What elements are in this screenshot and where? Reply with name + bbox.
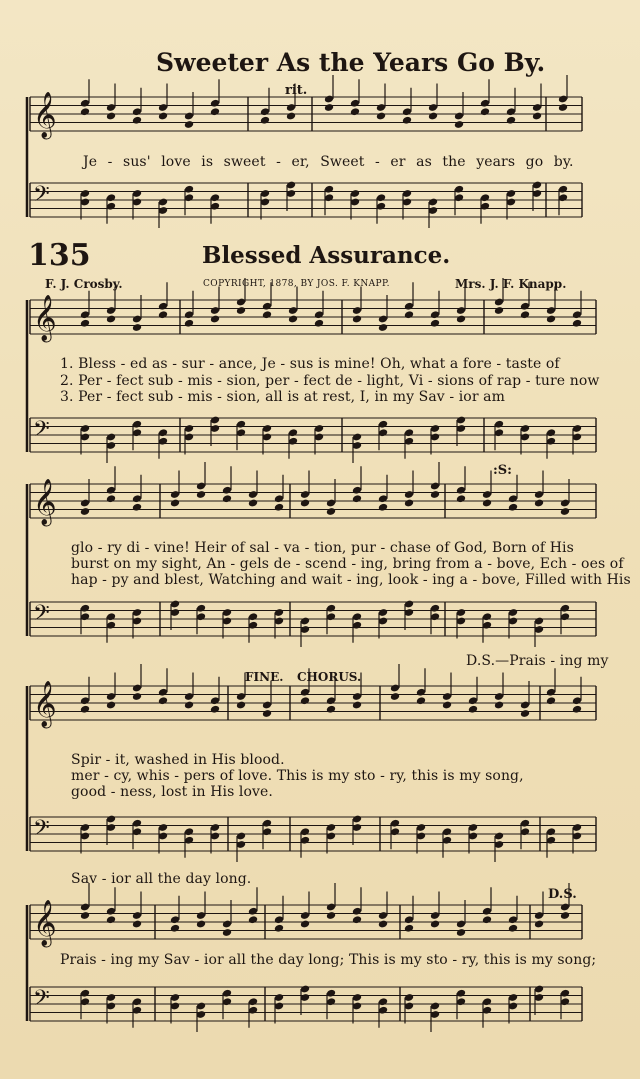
verse-2-line-2: burst on my sight, An - gels de - scend - ing, bring from a - bove, Ech - oes of [71, 556, 624, 572]
notehead [262, 709, 272, 718]
notehead [326, 911, 336, 920]
notehead [482, 915, 492, 924]
chorus-line-2: mer - cy, whis - pers of love. This is my sto - ry, this is my song, [71, 768, 524, 784]
notehead [468, 705, 478, 714]
verse-3-line-2: hap - py and blest, Watching and wait - ing, look - ing a - bove, Filled with His [71, 572, 631, 588]
notehead [80, 107, 90, 116]
notehead [260, 116, 270, 125]
notehead [184, 319, 194, 328]
notehead [558, 103, 568, 112]
notehead [378, 920, 388, 929]
notehead [106, 915, 116, 924]
notehead [352, 494, 362, 503]
staff-s2-bass [30, 600, 596, 647]
notehead [170, 499, 180, 508]
verse-2-line-1: 2. Per - fect sub - mis - sion, per - fect de - light, Vi - sions of rap - ture now [60, 373, 600, 389]
notehead [274, 503, 284, 512]
notehead [534, 499, 544, 508]
notehead [106, 112, 116, 121]
bass-clef-icon: 𝄢 [33, 601, 50, 631]
ds-mark: D.S. [548, 887, 577, 902]
notehead [106, 315, 116, 324]
notehead [456, 928, 466, 937]
chorus-mark: CHORUS. [297, 670, 362, 684]
notehead [390, 692, 400, 701]
notehead [508, 924, 518, 933]
notehead [132, 503, 142, 512]
staff-s3-treble [30, 664, 596, 729]
top-hymn-lyric: Je - sus' love is sweet - er, Sweet - er as the years go by. [83, 154, 574, 170]
staff-s2-treble [30, 462, 596, 527]
notehead [288, 315, 298, 324]
treble-clef-icon: 𝄞 [33, 900, 57, 946]
notehead [352, 915, 362, 924]
notehead [236, 701, 246, 710]
bass-clef-icon: 𝄢 [33, 182, 50, 212]
notehead [158, 310, 168, 319]
staff-s3-bass [30, 815, 596, 862]
notehead [274, 924, 284, 933]
copyright-notice: COPYRIGHT, 1878, BY JOS. F. KNAPP. [203, 279, 390, 289]
notehead [196, 920, 206, 929]
bass-clef-icon: 𝄢 [33, 417, 50, 447]
notehead [454, 120, 464, 129]
hymn-title: Blessed Assurance. [202, 242, 451, 269]
staff-s4-bass [30, 985, 582, 1032]
notehead [184, 120, 194, 129]
notehead [196, 490, 206, 499]
notehead [520, 310, 530, 319]
notehead [494, 701, 504, 710]
chorus-bass-lyric: Sav - ior all the day long. [71, 871, 252, 887]
notehead [482, 499, 492, 508]
notehead [430, 319, 440, 328]
ds-instruction: D.S.—Prais - ing my [466, 653, 609, 669]
chorus-line-3: good - ness, lost in His love. [71, 784, 273, 800]
notehead [210, 315, 220, 324]
notehead [222, 928, 232, 937]
staff-top-bass [30, 181, 582, 228]
notehead [132, 116, 142, 125]
notehead [132, 323, 142, 332]
notehead [132, 920, 142, 929]
bass-clef-icon: 𝄢 [33, 816, 50, 846]
notehead [378, 503, 388, 512]
notehead [210, 107, 220, 116]
notehead [326, 705, 336, 714]
notehead [248, 915, 258, 924]
notehead [80, 319, 90, 328]
notehead [442, 701, 452, 710]
notehead [404, 310, 414, 319]
notehead [80, 705, 90, 714]
treble-clef-icon: 𝄞 [33, 681, 57, 727]
notehead [560, 911, 570, 920]
treble-clef-icon: 𝄞 [33, 479, 57, 525]
notehead [534, 920, 544, 929]
notehead [80, 507, 90, 516]
notehead [404, 924, 414, 933]
notehead [456, 315, 466, 324]
notehead [262, 310, 272, 319]
notehead [158, 112, 168, 121]
notehead [300, 499, 310, 508]
notehead [210, 705, 220, 714]
chorus-line-1: Spir - it, washed in His blood. [71, 752, 285, 768]
notehead [106, 494, 116, 503]
notehead [106, 701, 116, 710]
notehead [428, 112, 438, 121]
staff-s4-treble [30, 883, 582, 948]
notehead [314, 319, 324, 328]
author-credit: F. J. Crosby. [45, 277, 123, 291]
notehead [572, 705, 582, 714]
treble-clef-icon: 𝄞 [33, 92, 57, 138]
notehead [170, 924, 180, 933]
notehead [532, 112, 542, 121]
notehead [326, 507, 336, 516]
staff-s1-bass [30, 416, 596, 463]
notehead [430, 490, 440, 499]
tempo-mark: rit. [285, 83, 308, 98]
notehead [508, 503, 518, 512]
notehead [560, 507, 570, 516]
notehead [430, 920, 440, 929]
notehead [222, 494, 232, 503]
staff-s1-treble [30, 278, 596, 343]
notehead [404, 499, 414, 508]
fine-mark: FINE. [245, 670, 284, 684]
verse-1-line-2: glo - ry di - vine! Heir of sal - va - tion, pur - chase of God, Born of His [71, 540, 574, 556]
notehead [456, 494, 466, 503]
notehead [494, 306, 504, 315]
notehead [416, 696, 426, 705]
notehead [132, 692, 142, 701]
notehead [480, 107, 490, 116]
notehead [376, 112, 386, 121]
notehead [352, 315, 362, 324]
final-lyric-line: Prais - ing my Sav - ior all the day long; This is my sto - ry, this is my song; [60, 952, 597, 968]
notehead [324, 103, 334, 112]
notehead [352, 701, 362, 710]
notehead [402, 116, 412, 125]
notehead [286, 112, 296, 121]
notehead [506, 116, 516, 125]
composer-credit: Mrs. J. F. Knapp. [455, 277, 567, 291]
notehead [520, 709, 530, 718]
notehead [546, 315, 556, 324]
treble-clef-icon: 𝄞 [33, 295, 57, 341]
notehead [300, 696, 310, 705]
notehead [80, 911, 90, 920]
top-hymn-title: Sweeter As the Years Go By. [156, 48, 546, 77]
notehead [184, 701, 194, 710]
notehead [378, 323, 388, 332]
notehead [572, 319, 582, 328]
verse-3-line-1: 3. Per - fect sub - mis - sion, all is at rest, I, in my Sav - ior am [60, 389, 505, 405]
verse-1-line-1: 1. Bless - ed as - sur - ance, Je - sus is mine! Oh, what a fore - taste of [60, 356, 560, 372]
staff-group [27, 75, 596, 1032]
hymn-number: 135 [28, 238, 91, 273]
notehead [236, 306, 246, 315]
notehead [158, 696, 168, 705]
bass-clef-icon: 𝄢 [33, 986, 50, 1016]
notehead [248, 499, 258, 508]
notehead [546, 696, 556, 705]
notehead [350, 107, 360, 116]
notehead [300, 920, 310, 929]
staff-top-treble [30, 75, 582, 140]
segno-sign: :S: [493, 463, 512, 478]
